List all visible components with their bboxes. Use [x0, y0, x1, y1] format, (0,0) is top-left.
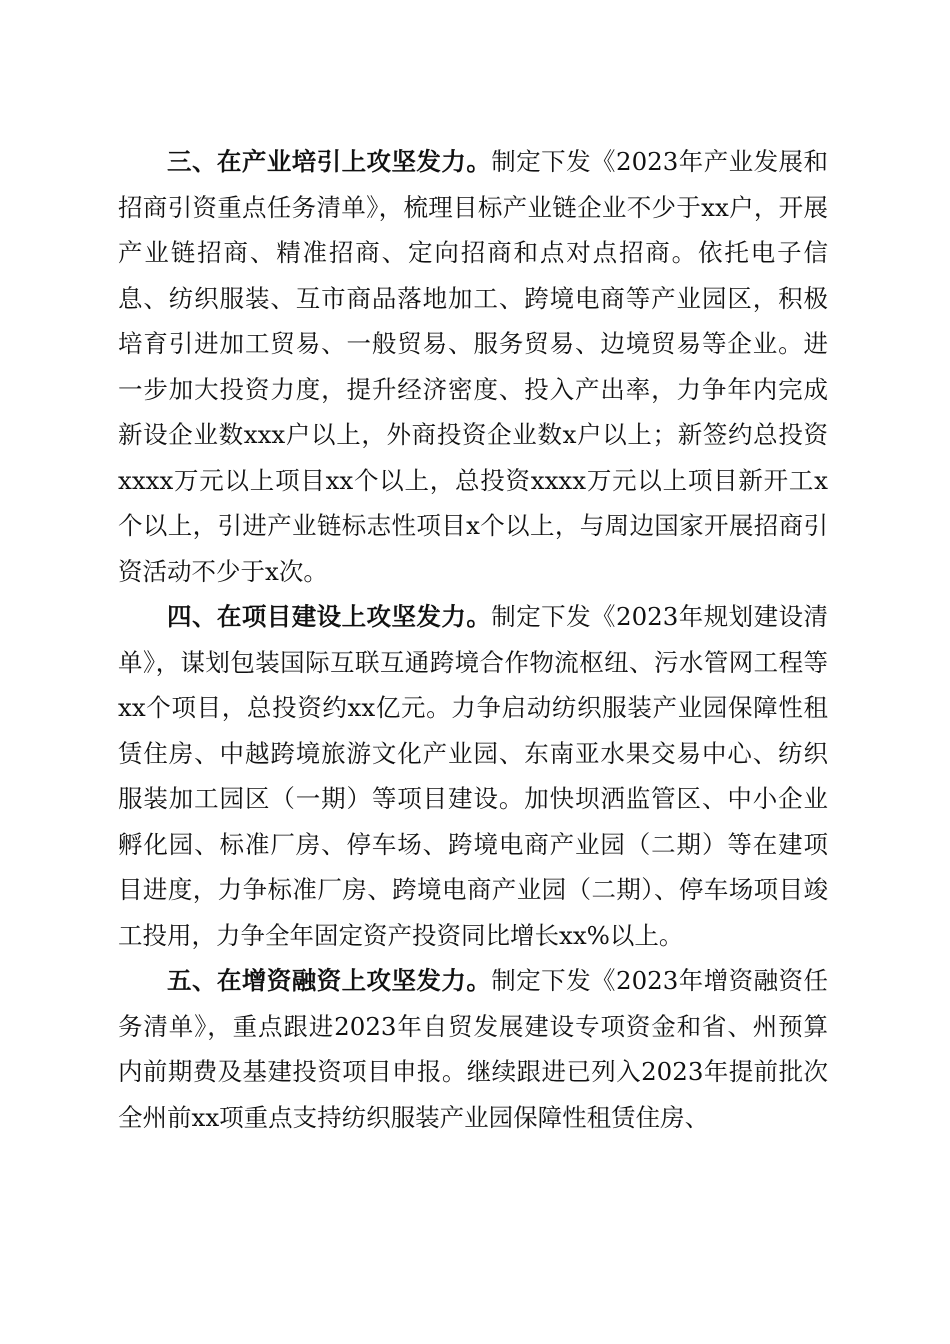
paragraph-heading: 三、在产业培引上攻坚发力。 [167, 147, 492, 176]
paragraph-text: 制定下发《2023年规划建设清单》，谋划包装国际互联互通跨境合作物流枢纽、污水管网工程等xx个项目，总投资约xx亿元。力争启动纺织服装产业园保障性租赁住房、中越跨境旅游文化产业园、东南亚水果交易中心、纺织服装加工园区（一期）等项目建设。加快坝洒监管区、中小企业孵化园、标准厂房、停车场、跨境电商产业园（二期）等在建项目进度，力争标准厂房、跨境电商产业园（二期）、停车场项目竣工投用，力争全年固定资产投资同比增长xx%以上。 [118, 602, 828, 950]
paragraph-industry [118, 139, 828, 594]
paragraph-heading: 五、在增资融资上攻坚发力。 [167, 966, 492, 995]
paragraph-text: 制定下发《2023年增资融资任务清单》，重点跟进2023年自贸发展建设专项资金和省、州预算内前期费及基建投资项目申报。继续跟进已列入2023年提前批次全州前xx项重点支持纺织服装产业园保障性租赁住房、 [118, 966, 828, 1132]
document-body [118, 139, 828, 1140]
paragraph-heading: 四、在项目建设上攻坚发力。 [167, 602, 492, 631]
paragraph-financing [118, 958, 828, 1140]
paragraph-projects [118, 594, 828, 958]
paragraph-text: 制定下发《2023年产业发展和招商引资重点任务清单》，梳理目标产业链企业不少于xx户，开展产业链招商、精准招商、定向招商和点对点招商。依托电子信息、纺织服装、互市商品落地加工、跨境电商等产业园区，积极培育引进加工贸易、一般贸易、服务贸易、边境贸易等企业。进一步加大投资力度，提升经济密度、投入产出率，力争年内完成新设企业数xxx户以上，外商投资企业数x户以上；新签约总投资xxxx万元以上项目xx个以上，总投资xxxx万元以上项目新开工x个以上，引进产业链标志性项目x个以上，与周边国家开展招商引资活动不少于x次。 [118, 147, 828, 586]
